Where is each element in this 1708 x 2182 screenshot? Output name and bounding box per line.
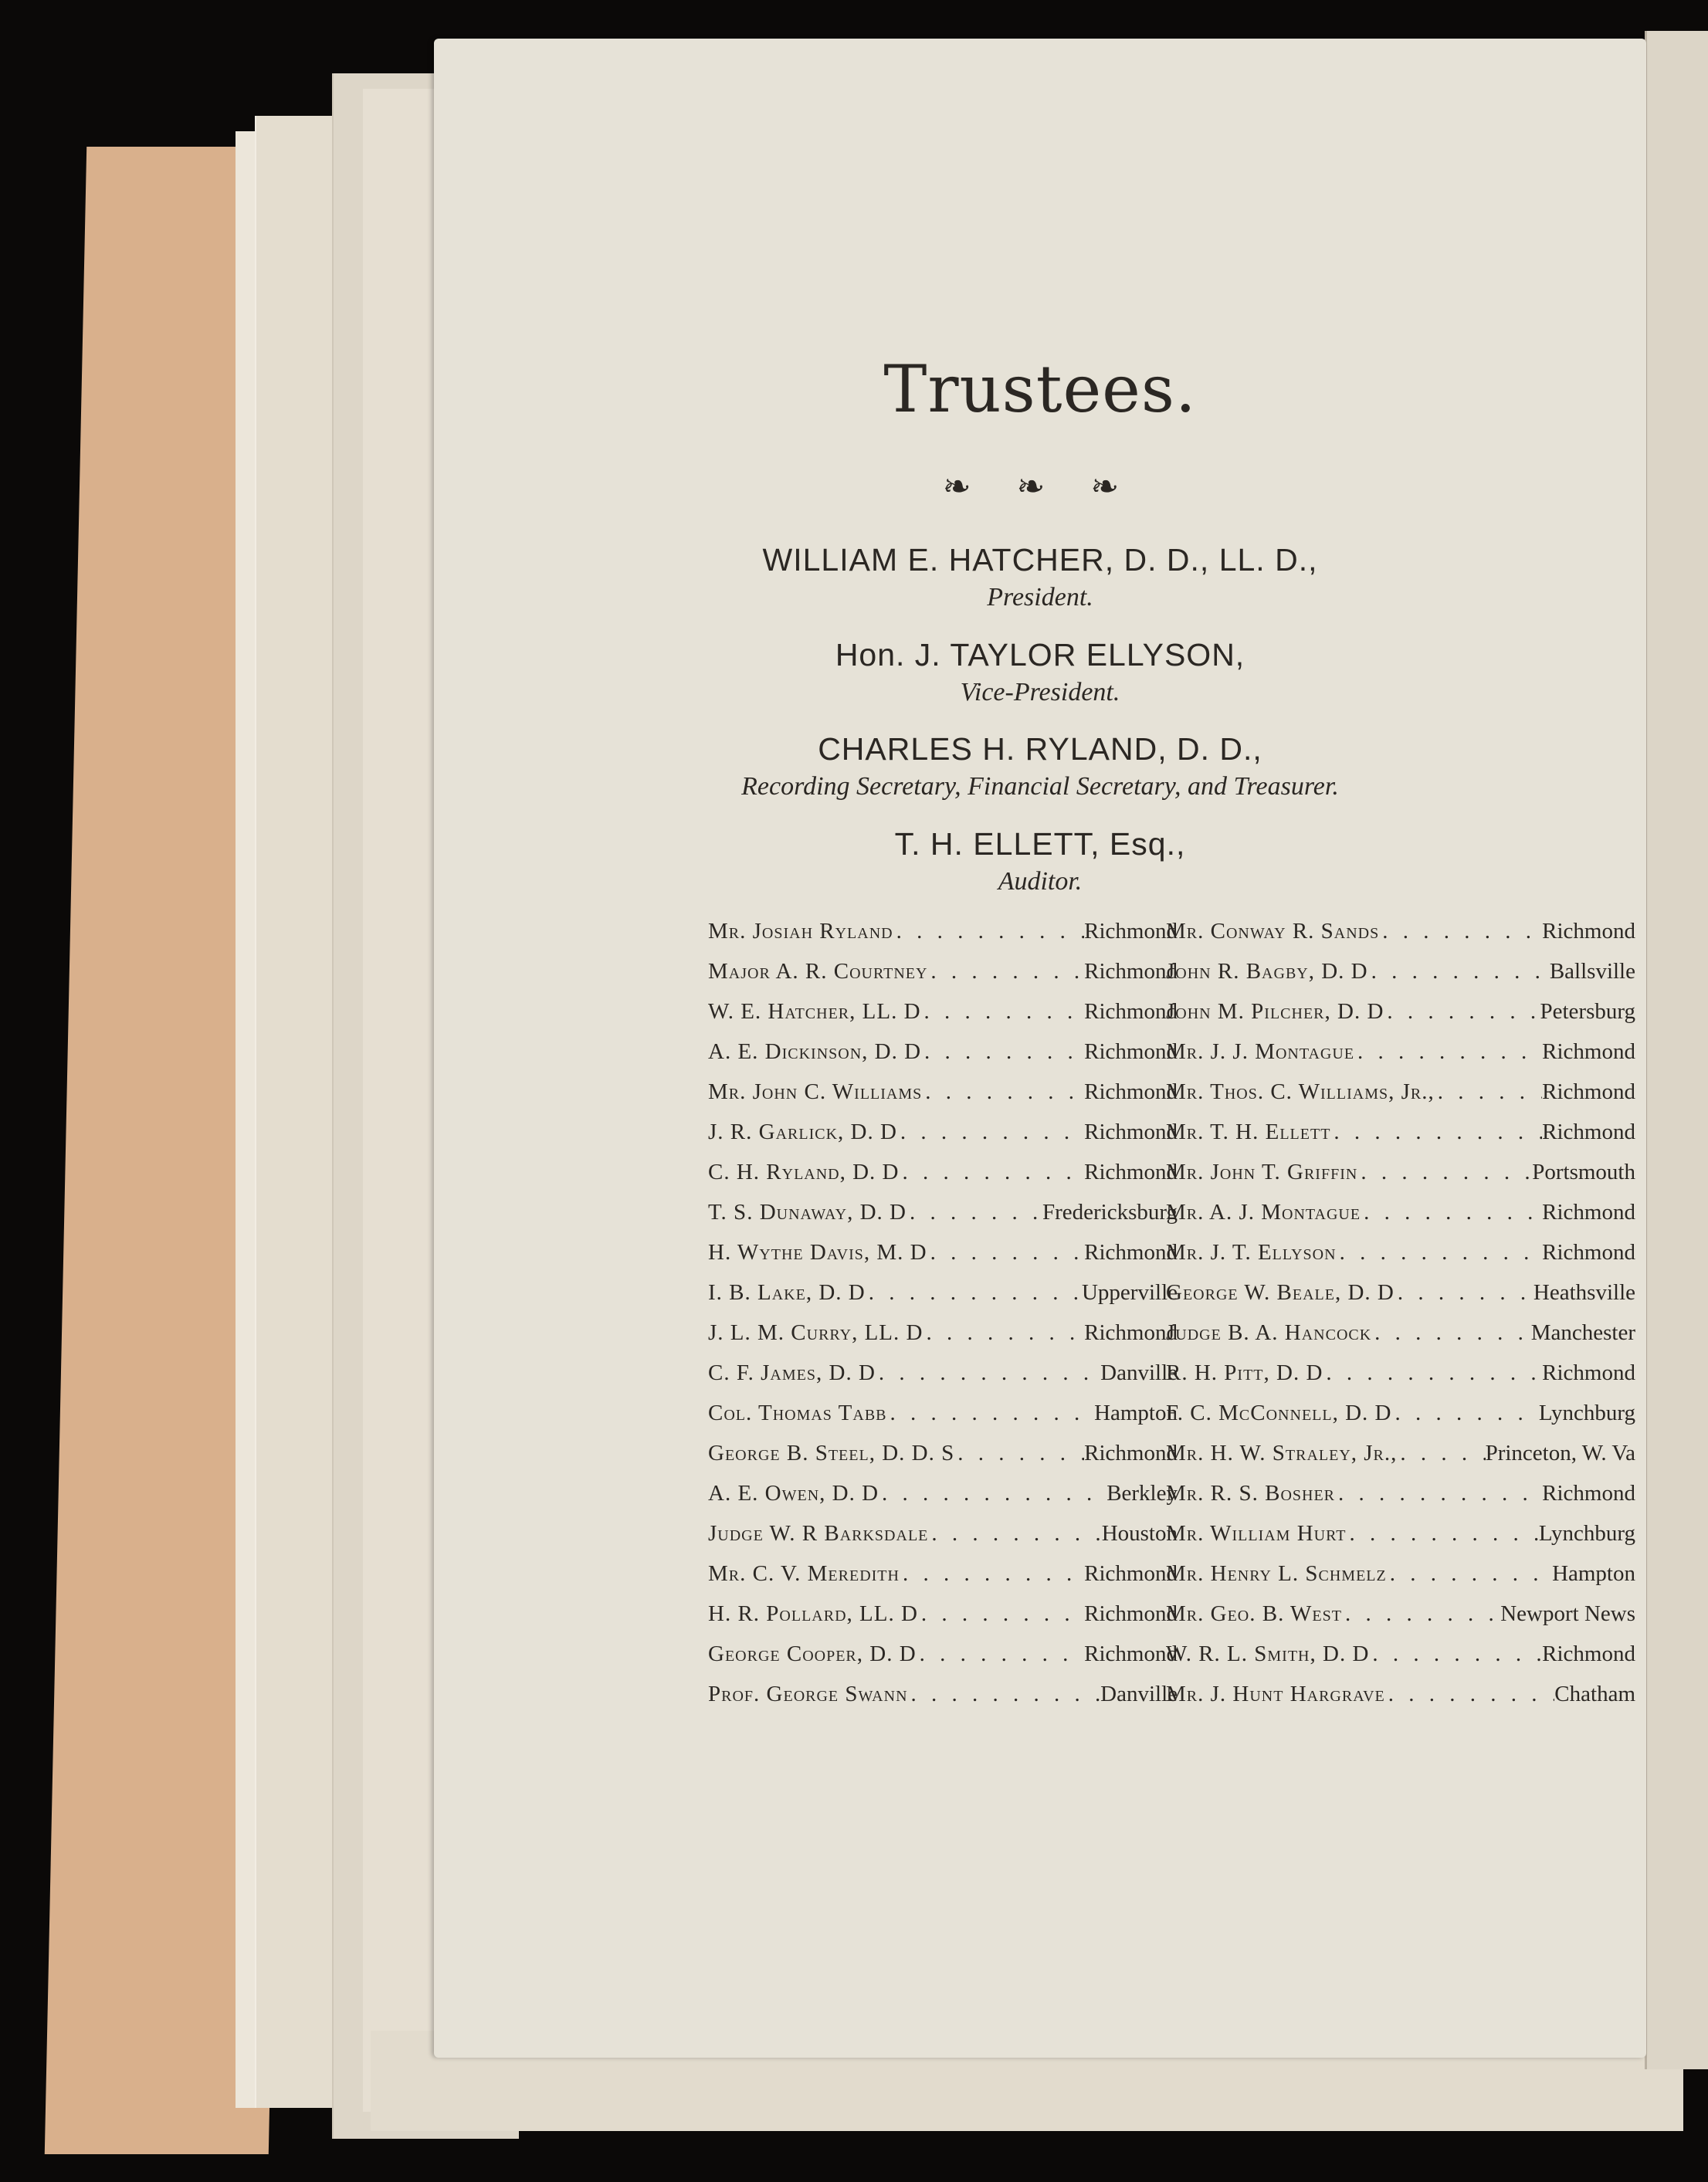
trustee-place: Richmond	[1542, 1481, 1635, 1506]
trustee-place: Richmond	[1084, 1561, 1178, 1586]
trustee-name: T. S. Dunaway, D. D	[708, 1200, 907, 1225]
trustee-place: Richmond	[1084, 1441, 1178, 1465]
dot-leader	[1391, 1401, 1538, 1426]
trustee-place: Ballsville	[1549, 959, 1635, 984]
trustee-name: Mr. H. W. Straley, Jr.,	[1166, 1441, 1398, 1465]
dot-leader	[908, 1682, 1101, 1707]
list-item	[1166, 1280, 1635, 1320]
dot-leader	[1395, 1280, 1533, 1306]
officer-name: Hon. J. TAYLOR ELLYSON,	[835, 637, 1245, 673]
trustee-name: W. E. Hatcher, LL. D	[708, 999, 921, 1024]
trustee-place: Danville	[1100, 1360, 1178, 1385]
trustee-name: Mr. J. Hunt Hargrave	[1166, 1682, 1385, 1706]
officer-vice-president	[434, 637, 1646, 707]
list-item	[708, 1160, 1178, 1200]
trustee-name: C. F. James, D. D	[708, 1360, 876, 1385]
trustee-place: Richmond	[1084, 959, 1178, 984]
trustee-name: Mr. Conway R. Sands	[1166, 919, 1380, 944]
list-item	[708, 1320, 1178, 1360]
dot-leader	[866, 1280, 1082, 1306]
dot-leader	[918, 1601, 1084, 1627]
trustee-name: Mr. Geo. B. West	[1166, 1601, 1342, 1626]
dot-leader	[897, 1120, 1084, 1145]
dot-leader	[1379, 919, 1542, 944]
officer-president	[434, 542, 1646, 612]
trustee-name: Mr. R. S. Bosher	[1166, 1481, 1336, 1506]
officer-role: President.	[987, 583, 1093, 612]
trustee-name: A. E. Dickinson, D. D	[708, 1039, 922, 1064]
officer-name: CHARLES H. RYLAND, D. D.,	[818, 731, 1262, 767]
trustee-list-right	[1166, 919, 1635, 1722]
trustee-place: Richmond	[1542, 1642, 1635, 1666]
trustee-place: Richmond	[1084, 1240, 1178, 1265]
trustee-name: Mr. John T. Griffin	[1166, 1160, 1358, 1184]
list-item	[708, 1561, 1178, 1601]
dot-leader	[954, 1441, 1084, 1466]
trustee-place: Richmond	[1542, 1120, 1635, 1144]
trustee-place: Petersburg	[1540, 999, 1635, 1024]
trustee-name: A. E. Owen, D. D	[708, 1481, 879, 1506]
trustee-name: John R. Bagby, D. D	[1166, 959, 1368, 984]
officer-auditor	[434, 826, 1646, 896]
trustee-place: Lynchburg	[1538, 1521, 1635, 1546]
list-item	[1166, 1240, 1635, 1280]
dot-leader	[922, 1079, 1084, 1105]
officer-name: WILLIAM E. HATCHER, D. D., LL. D.,	[762, 542, 1318, 578]
dot-leader	[1435, 1079, 1542, 1105]
dot-leader	[1357, 1160, 1532, 1185]
dot-leader	[928, 1521, 1101, 1547]
trustee-name: I. B. Lake, D. D	[708, 1280, 866, 1305]
trustee-place: Richmond	[1084, 1160, 1178, 1184]
trustee-place: Danville	[1100, 1682, 1178, 1706]
list-item	[1166, 1039, 1635, 1079]
trustee-name: R. H. Pitt, D. D	[1166, 1360, 1323, 1385]
dot-leader	[1368, 959, 1550, 984]
dot-leader	[1371, 1320, 1531, 1346]
trustee-place: Richmond	[1542, 1200, 1635, 1225]
trustee-place: Fredericksburg	[1042, 1200, 1178, 1225]
trustee-place: Richmond	[1084, 1601, 1178, 1626]
trustee-place: Richmond	[1084, 1320, 1178, 1345]
list-item	[708, 1601, 1178, 1642]
trustee-name: Col. Thomas Tabb	[708, 1401, 887, 1425]
trustee-name: Judge W. R Barksdale	[708, 1521, 929, 1546]
trustee-place: Berkley	[1106, 1481, 1178, 1506]
dot-leader	[887, 1401, 1095, 1426]
list-item	[708, 1360, 1178, 1401]
list-item	[708, 1481, 1178, 1521]
trustee-place: Upperville	[1081, 1280, 1178, 1305]
trustee-place: Richmond	[1542, 919, 1635, 944]
trustee-place: Lynchburg	[1538, 1401, 1635, 1425]
list-item	[1166, 1079, 1635, 1120]
list-item	[1166, 1682, 1635, 1722]
dot-leader	[917, 1642, 1085, 1667]
trustee-place: Portsmouth	[1532, 1160, 1635, 1184]
list-item	[1166, 1481, 1635, 1521]
trustee-name: Mr. William Hurt	[1166, 1521, 1347, 1546]
officer-role: Vice-President.	[960, 678, 1120, 706]
list-item	[1166, 1360, 1635, 1401]
trustee-name: Mr. J. T. Ellyson	[1166, 1240, 1337, 1265]
list-item	[708, 1120, 1178, 1160]
list-item	[1166, 1521, 1635, 1561]
list-item	[1166, 1320, 1635, 1360]
officer-secretary	[434, 731, 1646, 801]
trustee-place: Richmond	[1542, 1039, 1635, 1064]
list-item	[1166, 1601, 1635, 1642]
dot-leader	[1346, 1521, 1538, 1547]
trustee-place: Manchester	[1530, 1320, 1635, 1345]
trustee-name: John M. Pilcher, D. D	[1166, 999, 1384, 1024]
dot-leader	[1384, 999, 1540, 1025]
list-item	[1166, 1441, 1635, 1481]
dot-leader	[923, 1320, 1084, 1346]
officer-name: T. H. ELLETT, Esq.,	[894, 826, 1186, 862]
trustee-name: Prof. George Swann	[708, 1682, 908, 1706]
dot-leader	[927, 959, 1084, 984]
trustee-place: Hampton	[1094, 1401, 1178, 1425]
dot-leader	[1330, 1120, 1542, 1145]
trustee-name: J. L. M. Curry, LL. D	[708, 1320, 923, 1345]
dot-leader	[893, 919, 1085, 944]
trustee-name: Mr. T. H. Ellett	[1166, 1120, 1331, 1144]
dot-leader	[876, 1360, 1100, 1386]
list-item	[1166, 1642, 1635, 1682]
trustee-name: Mr. C. V. Meredith	[708, 1561, 900, 1586]
trustee-place: Richmond	[1084, 1079, 1178, 1104]
trustee-name: J. R. Garlick, D. D	[708, 1120, 897, 1144]
list-item	[708, 1682, 1178, 1722]
list-item	[708, 1401, 1178, 1441]
trustee-name: Mr. J. J. Montague	[1166, 1039, 1355, 1064]
trustee-name: F. C. McConnell, D. D	[1166, 1401, 1392, 1425]
list-item	[708, 1441, 1178, 1481]
trustee-place: Richmond	[1084, 1642, 1178, 1666]
dot-leader	[900, 1160, 1085, 1185]
trustee-name: Major A. R. Courtney	[708, 959, 928, 984]
list-item	[1166, 1160, 1635, 1200]
list-item	[708, 999, 1178, 1039]
list-item	[708, 1240, 1178, 1280]
list-item	[708, 1521, 1178, 1561]
trustee-name: Mr. John C. Williams	[708, 1079, 923, 1104]
list-item	[1166, 959, 1635, 999]
trustee-place: Chatham	[1554, 1682, 1635, 1706]
trustee-name: Mr. A. J. Montague	[1166, 1200, 1361, 1225]
list-item	[1166, 999, 1635, 1039]
dot-leader	[1354, 1039, 1542, 1065]
list-item	[1166, 1120, 1635, 1160]
dot-leader	[1342, 1601, 1500, 1627]
ornament-icon: ❧ ❧ ❧	[942, 468, 1138, 506]
trustee-place: Richmond	[1542, 1240, 1635, 1265]
dot-leader	[1335, 1481, 1542, 1506]
trustee-place: Richmond	[1542, 1360, 1635, 1385]
dot-leader	[1369, 1642, 1542, 1667]
dot-leader	[879, 1481, 1106, 1506]
officer-role: Auditor.	[998, 867, 1083, 896]
list-item	[708, 1642, 1178, 1682]
trustee-name: Mr. Thos. C. Williams, Jr.,	[1166, 1079, 1435, 1104]
trustee-name: George B. Steel, D. D. S	[708, 1441, 955, 1465]
dot-leader	[907, 1200, 1042, 1225]
dot-leader	[1397, 1441, 1485, 1466]
dot-leader	[927, 1240, 1085, 1265]
trustee-name: Judge B. A. Hancock	[1166, 1320, 1372, 1345]
trustee-place: Richmond	[1542, 1079, 1635, 1104]
trustee-name: W. R. L. Smith, D. D	[1166, 1642, 1370, 1666]
trustee-name: George W. Beale, D. D	[1166, 1280, 1395, 1305]
trustee-name: George Cooper, D. D	[708, 1642, 917, 1666]
dot-leader	[1385, 1682, 1555, 1707]
page-title: Trustees.	[883, 351, 1197, 427]
list-item	[708, 959, 1178, 999]
trustee-place: Richmond	[1084, 1039, 1178, 1064]
dot-leader	[1387, 1561, 1552, 1587]
trustee-name: H. R. Pollard, LL. D	[708, 1601, 918, 1626]
trustee-place: Princeton, W. Va	[1485, 1441, 1635, 1465]
dot-leader	[1337, 1240, 1543, 1265]
dot-leader	[921, 1039, 1084, 1065]
dot-leader	[900, 1561, 1084, 1587]
officer-role: Recording Secretary, Financial Secretary, and Treasurer.	[741, 772, 1339, 801]
list-item	[1166, 1561, 1635, 1601]
trustee-place: Heathsville	[1533, 1280, 1635, 1305]
trustee-name: Mr. Henry L. Schmelz	[1166, 1561, 1387, 1586]
trustee-place: Richmond	[1084, 1120, 1178, 1144]
list-item	[708, 919, 1178, 959]
trustee-place: Houston	[1101, 1521, 1178, 1546]
list-item	[708, 1079, 1178, 1120]
list-item	[1166, 1200, 1635, 1240]
list-item	[708, 1200, 1178, 1240]
trustee-place: Richmond	[1084, 999, 1178, 1024]
trustee-name: Mr. Josiah Ryland	[708, 919, 893, 944]
list-item	[708, 1039, 1178, 1079]
trustee-place: Hampton	[1552, 1561, 1635, 1586]
list-item	[708, 1280, 1178, 1320]
facing-page-edge	[1645, 31, 1708, 2069]
list-item	[1166, 1401, 1635, 1441]
dot-leader	[921, 999, 1085, 1025]
trustee-list-left	[708, 919, 1178, 1722]
dot-leader	[1323, 1360, 1542, 1386]
dot-leader	[1361, 1200, 1542, 1225]
trustee-name: H. Wythe Davis, M. D	[708, 1240, 927, 1265]
list-item	[1166, 919, 1635, 959]
document-page	[434, 39, 1646, 2058]
trustee-name: C. H. Ryland, D. D	[708, 1160, 900, 1184]
trustee-place: Richmond	[1084, 919, 1178, 944]
trustee-place: Newport News	[1500, 1601, 1635, 1626]
